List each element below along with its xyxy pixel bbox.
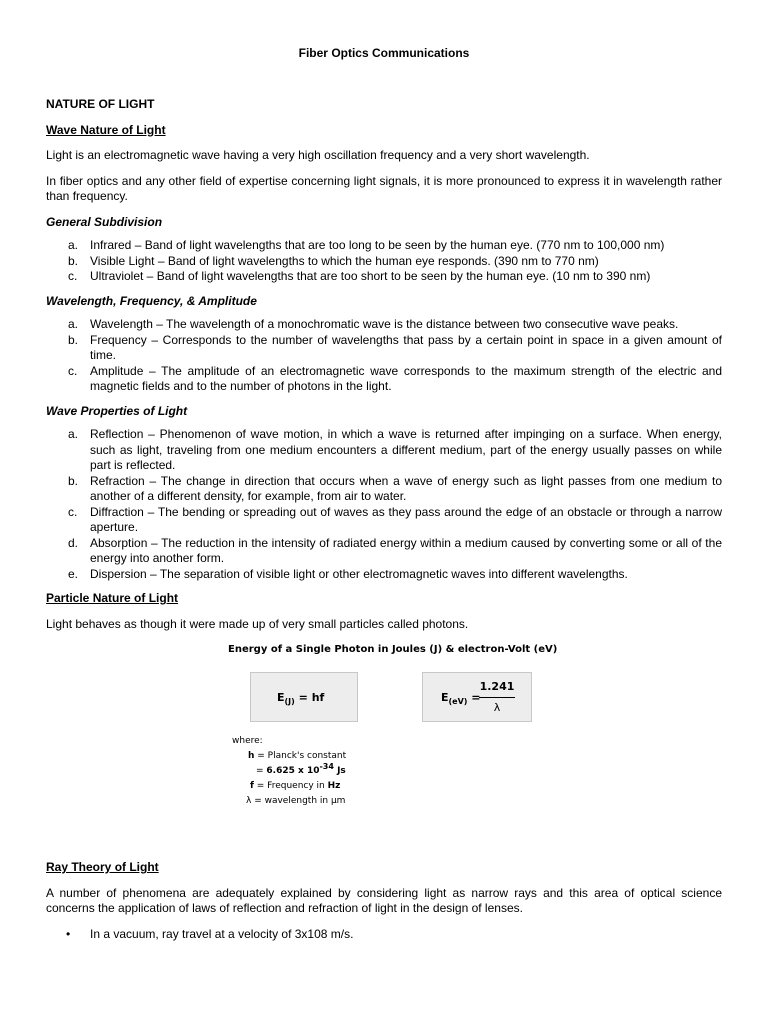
wave-paragraph-2: In fiber optics and any other field of expertise concerning light signals, it is more pronounced to express it in wavelength rather than frequency.: [46, 173, 722, 203]
ray-paragraph: A number of phenomena are adequately explained by considering light as narrow rays and this area of optical science concerns the application of laws of reflection and refraction of light in the design of lenses.: [46, 885, 722, 915]
section-heading: NATURE OF LIGHT: [46, 97, 155, 111]
wave-properties-heading: Wave Properties of Light: [46, 403, 188, 418]
wave-paragraph-1: Light is an electromagnetic wave having a very high oscillation frequency and a very short wavelength.: [46, 148, 590, 162]
equation-joules: $E_{(J)}$ = hf: [250, 672, 358, 722]
photon-energy-figure: [46, 642, 722, 846]
ray-bullet-list: [46, 927, 722, 943]
particle-nature-heading: Particle Nature of Light: [46, 591, 179, 605]
wave-nature-heading: Wave Nature of Light: [46, 122, 166, 137]
subdivision-list: [46, 238, 722, 285]
wfa-list: [46, 317, 722, 395]
ray-theory-heading: Ray Theory of Light: [46, 860, 159, 874]
wfa-heading: Wavelength, Frequency, & Amplitude: [46, 293, 257, 308]
list-item: a. Wavelength – The wavelength of a monochromatic wave is the distance between two consecutive wave peaks.: [68, 317, 679, 331]
document-title: Fiber Optics Communications: [298, 46, 470, 60]
list-item: a. Reflection – Phenomenon of wave motion, in which a wave is returned after impinging on a surface. When energy, such as light, traveling from one medium encounters a different medium, part of the energy usually passes on while part is reflected.: [68, 427, 722, 472]
list-item: c. Amplitude – The amplitude of an electromagnetic wave corresponds to the maximum strength of the electric and magnetic fields and to the number of photons in the light.: [68, 363, 722, 393]
general-subdivision-heading: General Subdivision: [46, 214, 163, 229]
list-item: b. Refraction – The change in direction that occurs when a wave of energy such as light passes from one medium to another of a different density, for example, from air to water.: [68, 473, 722, 503]
figure-title: Energy of a Single Photon in Joules (J) & electron-Volt (eV): [228, 644, 558, 655]
variable-legend: where: h = Planck's constant = 6.625 x $10^{-34}$ Js f = Frequency in Hz λ = wavelength in μm: [232, 736, 347, 806]
document-body: [46, 97, 722, 942]
fraction: $\frac{1.241}{\lambda}$: [479, 680, 515, 714]
list-item: b. Visible Light – Band of light wavelengths to which the human eye responds. (390 nm to 770 nm): [68, 253, 599, 268]
particle-paragraph: Light behaves as though it were made up of very small particles called photons.: [46, 616, 469, 631]
list-item: c. Ultraviolet – Band of light wavelengths that are too short to be seen by the human eye. (10 nm to 390 nm): [68, 269, 651, 283]
list-item: • In a vacuum, ray travel at a velocity of 3x108 m/s.: [66, 926, 354, 941]
list-item: a. Infrared – Band of light wavelengths that are too long to be seen by the human eye. (770 nm to 100,000 nm): [68, 238, 665, 252]
properties-list: [46, 427, 722, 582]
list-item: e. Dispersion – The separation of visible light or other electromagnetic waves into different wavelengths.: [68, 566, 628, 581]
list-item: d. Absorption – The reduction in the intensity of radiated energy within a medium caused by converting some or all of the energy into another form.: [68, 535, 722, 565]
equation-electron-volt: $E_{(eV)}$ = $\frac{1.241}{\lambda}$: [422, 672, 532, 722]
list-item: b. Frequency – Corresponds to the number of wavelengths that pass by a certain point in space in a given amount of time.: [68, 332, 722, 362]
list-item: c. Diffraction – The bending or spreading out of waves as they pass around the edge of an obstacle or through a narrow aperture.: [68, 504, 722, 534]
